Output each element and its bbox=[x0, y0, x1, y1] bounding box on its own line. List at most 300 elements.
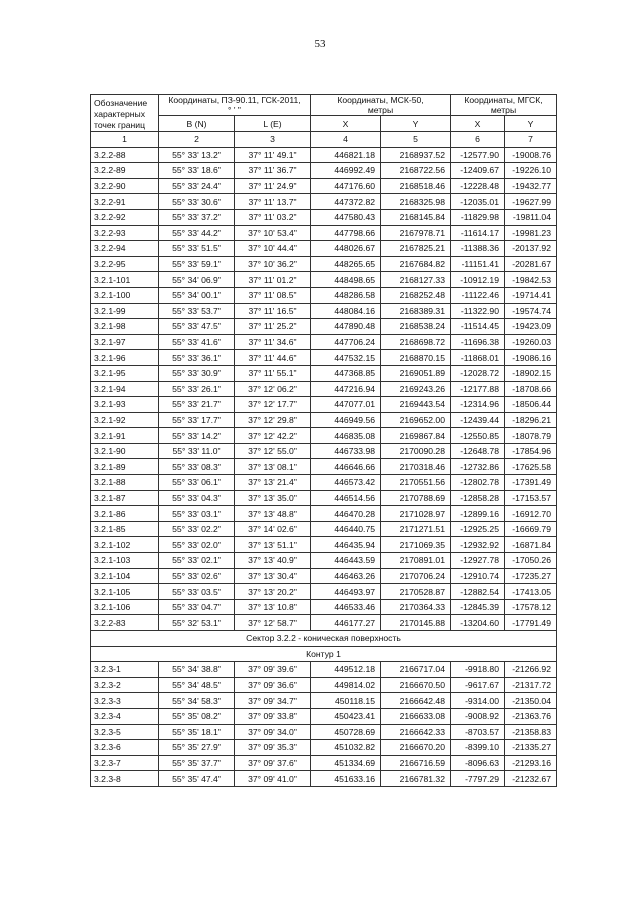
table-cell: 2170788.69 bbox=[381, 490, 451, 506]
column-number: 1 bbox=[91, 132, 159, 148]
table-cell: 55° 33' 06.1" bbox=[159, 475, 235, 491]
table-body-part1 bbox=[91, 147, 557, 630]
table-cell: 37° 12' 17.7" bbox=[235, 397, 311, 413]
table-cell: -17625.58 bbox=[505, 459, 557, 475]
table-cell: 2167684.82 bbox=[381, 256, 451, 272]
table-cell: 55° 33' 59.1" bbox=[159, 256, 235, 272]
table-cell: 37° 11' 49.1" bbox=[235, 147, 311, 163]
table-cell: 55° 33' 02.2" bbox=[159, 521, 235, 537]
table-cell: 3.2.1-95 bbox=[91, 365, 159, 381]
table-cell: 3.2.1-103 bbox=[91, 553, 159, 569]
table-cell: -11829.98 bbox=[451, 209, 505, 225]
table-cell: 450728.69 bbox=[311, 724, 381, 740]
table-cell: 447077.01 bbox=[311, 397, 381, 413]
header-coords-msk-units: метры bbox=[367, 105, 394, 115]
table-cell: -20281.67 bbox=[505, 256, 557, 272]
table-row bbox=[91, 397, 557, 413]
table-cell: -21317.72 bbox=[505, 677, 557, 693]
table-cell: 446463.26 bbox=[311, 568, 381, 584]
table-cell: 449814.02 bbox=[311, 677, 381, 693]
table-cell: -8096.63 bbox=[451, 755, 505, 771]
table-cell: 3.2.2-95 bbox=[91, 256, 159, 272]
table-cell: 55° 33' 24.4" bbox=[159, 178, 235, 194]
table-cell: -12927.78 bbox=[451, 553, 505, 569]
table-row bbox=[91, 475, 557, 491]
table-cell: 55° 33' 36.1" bbox=[159, 350, 235, 366]
table-row bbox=[91, 256, 557, 272]
table-cell: 2170706.24 bbox=[381, 568, 451, 584]
table-cell: 55° 33' 44.2" bbox=[159, 225, 235, 241]
table-cell: -17391.49 bbox=[505, 475, 557, 491]
table-cell: -21335.27 bbox=[505, 740, 557, 756]
table-cell: -17235.27 bbox=[505, 568, 557, 584]
table-cell: 2168252.48 bbox=[381, 287, 451, 303]
header-coords-pz bbox=[159, 95, 311, 116]
table-cell: 3.2.2-92 bbox=[91, 209, 159, 225]
table-cell: 3.2.1-85 bbox=[91, 521, 159, 537]
table-cell: -17050.26 bbox=[505, 553, 557, 569]
table-cell: 37° 13' 51.1" bbox=[235, 537, 311, 553]
table-cell: -12177.88 bbox=[451, 381, 505, 397]
table-cell: 446646.66 bbox=[311, 459, 381, 475]
table-cell: 446835.08 bbox=[311, 428, 381, 444]
table-cell: 2170318.46 bbox=[381, 459, 451, 475]
table-cell: 55° 33' 21.7" bbox=[159, 397, 235, 413]
table-cell: -12899.16 bbox=[451, 506, 505, 522]
header-coords-mgsk-units: метры bbox=[490, 105, 517, 115]
table-cell: 37° 14' 02.6" bbox=[235, 521, 311, 537]
table-cell: -11614.17 bbox=[451, 225, 505, 241]
table-cell: 2166781.32 bbox=[381, 771, 451, 787]
table-cell: 447372.82 bbox=[311, 194, 381, 210]
table-cell: -16669.79 bbox=[505, 521, 557, 537]
table-cell: 2169051.89 bbox=[381, 365, 451, 381]
table-cell: -7797.29 bbox=[451, 771, 505, 787]
table-cell: 447532.15 bbox=[311, 350, 381, 366]
column-number: 3 bbox=[235, 132, 311, 148]
table-cell: 37° 13' 30.4" bbox=[235, 568, 311, 584]
header-b: B (N) bbox=[159, 116, 235, 132]
table-cell: -18078.79 bbox=[505, 428, 557, 444]
header-coords-mgsk-title: Координаты, МГСК, bbox=[464, 95, 543, 105]
table-cell: 2166642.48 bbox=[381, 693, 451, 709]
table-cell: 3.2.1-106 bbox=[91, 599, 159, 615]
table-cell: 55° 33' 17.7" bbox=[159, 412, 235, 428]
table-cell: 451032.82 bbox=[311, 740, 381, 756]
table-cell: 2168937.52 bbox=[381, 147, 451, 163]
table-cell: 3.2.3-6 bbox=[91, 740, 159, 756]
table-cell: -12732.86 bbox=[451, 459, 505, 475]
table-row bbox=[91, 708, 557, 724]
table-row bbox=[91, 412, 557, 428]
table-cell: 55° 34' 58.3" bbox=[159, 693, 235, 709]
table-cell: 448498.65 bbox=[311, 272, 381, 288]
table-cell: -12028.72 bbox=[451, 365, 505, 381]
table-cell: -11122.46 bbox=[451, 287, 505, 303]
table-cell: 2167978.71 bbox=[381, 225, 451, 241]
table-cell: 37° 12' 55.0" bbox=[235, 443, 311, 459]
table-cell: 446177.27 bbox=[311, 615, 381, 631]
table-cell: -11151.41 bbox=[451, 256, 505, 272]
table-cell: 55° 34' 38.8" bbox=[159, 662, 235, 678]
table-row bbox=[91, 443, 557, 459]
table-cell: 37° 13' 21.4" bbox=[235, 475, 311, 491]
table-cell: -11696.38 bbox=[451, 334, 505, 350]
table-cell: 3.2.1-87 bbox=[91, 490, 159, 506]
table-cell: 37° 13' 10.8" bbox=[235, 599, 311, 615]
table-row bbox=[91, 521, 557, 537]
table-cell: 37° 10' 36.2" bbox=[235, 256, 311, 272]
table-header bbox=[91, 95, 557, 148]
table-cell: 448026.67 bbox=[311, 241, 381, 257]
table-row bbox=[91, 428, 557, 444]
table-cell: 448084.16 bbox=[311, 303, 381, 319]
table-cell: 37° 12' 29.8" bbox=[235, 412, 311, 428]
table-row bbox=[91, 693, 557, 709]
table-row bbox=[91, 568, 557, 584]
table-cell: -18902.15 bbox=[505, 365, 557, 381]
table-cell: 37° 13' 35.0" bbox=[235, 490, 311, 506]
table-cell: -20137.92 bbox=[505, 241, 557, 257]
table-cell: 37° 11' 03.2" bbox=[235, 209, 311, 225]
column-number: 2 bbox=[159, 132, 235, 148]
table-cell: 37° 11' 13.7" bbox=[235, 194, 311, 210]
table-cell: 55° 33' 08.3" bbox=[159, 459, 235, 475]
section-title: Сектор 3.2.2 - коническая поверхность bbox=[91, 631, 557, 647]
table-row bbox=[91, 365, 557, 381]
table-cell: 2168325.98 bbox=[381, 194, 451, 210]
table-cell: 3.2.2-83 bbox=[91, 615, 159, 631]
table-cell: 37° 11' 24.9" bbox=[235, 178, 311, 194]
table-cell: 2169652.00 bbox=[381, 412, 451, 428]
table-cell: 55° 33' 30.9" bbox=[159, 365, 235, 381]
table-cell: -12882.54 bbox=[451, 584, 505, 600]
table-row bbox=[91, 178, 557, 194]
table-cell: 446573.42 bbox=[311, 475, 381, 491]
table-cell: 55° 33' 02.1" bbox=[159, 553, 235, 569]
table-cell: -12577.90 bbox=[451, 147, 505, 163]
contour-row bbox=[91, 646, 557, 662]
table-cell: 3.2.1-92 bbox=[91, 412, 159, 428]
table-cell: 3.2.1-97 bbox=[91, 334, 159, 350]
table-cell: 37° 13' 48.8" bbox=[235, 506, 311, 522]
table-row bbox=[91, 584, 557, 600]
table-cell: 55° 33' 04.7" bbox=[159, 599, 235, 615]
table-cell: 37° 12' 06.2" bbox=[235, 381, 311, 397]
table-cell: 446949.56 bbox=[311, 412, 381, 428]
table-cell: 451334.69 bbox=[311, 755, 381, 771]
table-cell: 2170891.01 bbox=[381, 553, 451, 569]
table-cell: -18296.21 bbox=[505, 412, 557, 428]
table-row bbox=[91, 319, 557, 335]
table-cell: 3.2.1-100 bbox=[91, 287, 159, 303]
table-cell: -12550.85 bbox=[451, 428, 505, 444]
table-cell: -9617.67 bbox=[451, 677, 505, 693]
table-cell: -16871.84 bbox=[505, 537, 557, 553]
table-cell: 3.2.3-5 bbox=[91, 724, 159, 740]
table-cell: -11388.36 bbox=[451, 241, 505, 257]
table-cell: 55° 35' 47.4" bbox=[159, 771, 235, 787]
table-cell: 55° 33' 03.5" bbox=[159, 584, 235, 600]
column-numbers-row bbox=[91, 132, 557, 148]
table-row bbox=[91, 459, 557, 475]
table-cell: 37° 09' 34.7" bbox=[235, 693, 311, 709]
table-cell: 37° 10' 44.4" bbox=[235, 241, 311, 257]
table-cell: 3.2.3-8 bbox=[91, 771, 159, 787]
table-cell: 3.2.1-94 bbox=[91, 381, 159, 397]
table-cell: -11514.45 bbox=[451, 319, 505, 335]
table-cell: 55° 35' 08.2" bbox=[159, 708, 235, 724]
table-cell: 3.2.2-89 bbox=[91, 163, 159, 179]
table-cell: -10912.19 bbox=[451, 272, 505, 288]
table-cell: 450118.15 bbox=[311, 693, 381, 709]
table-cell: -16912.70 bbox=[505, 506, 557, 522]
table-cell: 37° 09' 35.3" bbox=[235, 740, 311, 756]
table-cell: -12925.25 bbox=[451, 521, 505, 537]
table-cell: -21350.04 bbox=[505, 693, 557, 709]
table-row bbox=[91, 287, 557, 303]
contour-title: Контур 1 bbox=[91, 646, 557, 662]
table-row bbox=[91, 771, 557, 787]
table-cell: -19008.76 bbox=[505, 147, 557, 163]
table-cell: 37° 11' 34.6" bbox=[235, 334, 311, 350]
table-cell: 37° 12' 58.7" bbox=[235, 615, 311, 631]
table-cell: 3.2.3-2 bbox=[91, 677, 159, 693]
table-cell: 2166670.50 bbox=[381, 677, 451, 693]
coordinates-table bbox=[90, 94, 557, 787]
table-cell: 2171069.35 bbox=[381, 537, 451, 553]
table-cell: -8703.57 bbox=[451, 724, 505, 740]
table-cell: 55° 33' 03.1" bbox=[159, 506, 235, 522]
page-number: 53 bbox=[314, 38, 326, 50]
table-cell: -13204.60 bbox=[451, 615, 505, 631]
table-cell: 2168145.84 bbox=[381, 209, 451, 225]
table-cell: -19627.99 bbox=[505, 194, 557, 210]
table-cell: 55° 33' 26.1" bbox=[159, 381, 235, 397]
table-cell: 37° 09' 37.6" bbox=[235, 755, 311, 771]
table-cell: 3.2.1-101 bbox=[91, 272, 159, 288]
table-cell: 55° 33' 02.6" bbox=[159, 568, 235, 584]
table-cell: 2168389.31 bbox=[381, 303, 451, 319]
table-row bbox=[91, 662, 557, 678]
table-cell: -21358.83 bbox=[505, 724, 557, 740]
header-x-mgsk: X bbox=[451, 116, 505, 132]
column-number: 6 bbox=[451, 132, 505, 148]
table-cell: -12035.01 bbox=[451, 194, 505, 210]
header-coords-pz-units: ° ' " bbox=[228, 105, 241, 115]
table-cell: 55° 35' 37.7" bbox=[159, 755, 235, 771]
table-cell: 3.2.1-89 bbox=[91, 459, 159, 475]
table-cell: 2166716.59 bbox=[381, 755, 451, 771]
table-cell: 37° 09' 34.0" bbox=[235, 724, 311, 740]
table-cell: 37° 11' 25.2" bbox=[235, 319, 311, 335]
table-cell: -9008.92 bbox=[451, 708, 505, 724]
table-cell: -12802.78 bbox=[451, 475, 505, 491]
table-cell: 3.2.3-3 bbox=[91, 693, 159, 709]
table-cell: 447368.85 bbox=[311, 365, 381, 381]
table-cell: 2170145.88 bbox=[381, 615, 451, 631]
table-cell: 55° 33' 41.6" bbox=[159, 334, 235, 350]
table-cell: 2166633.08 bbox=[381, 708, 451, 724]
table-cell: 446470.28 bbox=[311, 506, 381, 522]
table-row bbox=[91, 381, 557, 397]
table-cell: -17413.05 bbox=[505, 584, 557, 600]
table-cell: -12910.74 bbox=[451, 568, 505, 584]
table-row bbox=[91, 615, 557, 631]
table-cell: 448265.65 bbox=[311, 256, 381, 272]
table-cell: 446440.75 bbox=[311, 521, 381, 537]
table-cell: 450423.41 bbox=[311, 708, 381, 724]
table-cell: 2168870.15 bbox=[381, 350, 451, 366]
table-cell: 2168127.33 bbox=[381, 272, 451, 288]
table-cell: -21232.67 bbox=[505, 771, 557, 787]
table-cell: 3.2.1-105 bbox=[91, 584, 159, 600]
header-coords-pz-title: Координаты, ПЗ-90.11, ГСК-2011, bbox=[168, 95, 301, 105]
table-cell: 55° 34' 48.5" bbox=[159, 677, 235, 693]
table-cell: 446514.56 bbox=[311, 490, 381, 506]
table-cell: 3.2.1-93 bbox=[91, 397, 159, 413]
table-cell: 55° 33' 53.7" bbox=[159, 303, 235, 319]
table-cell: 55° 35' 18.1" bbox=[159, 724, 235, 740]
table-cell: 37° 10' 53.4" bbox=[235, 225, 311, 241]
table-cell: 2168698.72 bbox=[381, 334, 451, 350]
table-cell: 55° 32' 53.1" bbox=[159, 615, 235, 631]
column-number: 5 bbox=[381, 132, 451, 148]
table-cell: 55° 33' 47.5" bbox=[159, 319, 235, 335]
table-cell: 447706.24 bbox=[311, 334, 381, 350]
table-cell: -12439.44 bbox=[451, 412, 505, 428]
table-row bbox=[91, 225, 557, 241]
table-cell: 2169443.54 bbox=[381, 397, 451, 413]
table-row bbox=[91, 490, 557, 506]
table-row bbox=[91, 163, 557, 179]
table-row bbox=[91, 194, 557, 210]
table-cell: -17854.96 bbox=[505, 443, 557, 459]
table-cell: -19086.16 bbox=[505, 350, 557, 366]
table-cell: 37° 09' 41.0" bbox=[235, 771, 311, 787]
header-x-msk: X bbox=[311, 116, 381, 132]
table-cell: 3.2.1-86 bbox=[91, 506, 159, 522]
table-cell: 446435.94 bbox=[311, 537, 381, 553]
table-row bbox=[91, 724, 557, 740]
table-cell: 2168722.56 bbox=[381, 163, 451, 179]
table-row bbox=[91, 241, 557, 257]
table-cell: 2170551.56 bbox=[381, 475, 451, 491]
table-row bbox=[91, 599, 557, 615]
column-number: 7 bbox=[505, 132, 557, 148]
table-cell: 446493.97 bbox=[311, 584, 381, 600]
table-cell: 2166670.20 bbox=[381, 740, 451, 756]
table-cell: -12858.28 bbox=[451, 490, 505, 506]
table-cell: -19981.23 bbox=[505, 225, 557, 241]
table-cell: 2168518.46 bbox=[381, 178, 451, 194]
table-cell: 37° 11' 08.5" bbox=[235, 287, 311, 303]
table-cell: 3.2.2-93 bbox=[91, 225, 159, 241]
table-cell: -9918.80 bbox=[451, 662, 505, 678]
table-cell: 446443.59 bbox=[311, 553, 381, 569]
table-cell: 447216.94 bbox=[311, 381, 381, 397]
table-cell: 2170364.33 bbox=[381, 599, 451, 615]
table-cell: -12314.96 bbox=[451, 397, 505, 413]
table-cell: 37° 11' 16.5" bbox=[235, 303, 311, 319]
table-cell: 55° 33' 13.2" bbox=[159, 147, 235, 163]
table-row bbox=[91, 740, 557, 756]
table-cell: 55° 34' 00.1" bbox=[159, 287, 235, 303]
table-cell: 3.2.1-88 bbox=[91, 475, 159, 491]
table-cell: 2171028.97 bbox=[381, 506, 451, 522]
table-cell: -12228.48 bbox=[451, 178, 505, 194]
table-row bbox=[91, 272, 557, 288]
table-cell: 37° 09' 39.6" bbox=[235, 662, 311, 678]
table-cell: -11868.01 bbox=[451, 350, 505, 366]
table-cell: 2170528.87 bbox=[381, 584, 451, 600]
table-cell: 2166642.33 bbox=[381, 724, 451, 740]
table-cell: 37° 11' 36.7" bbox=[235, 163, 311, 179]
table-cell: 446733.98 bbox=[311, 443, 381, 459]
table-cell: 2169243.26 bbox=[381, 381, 451, 397]
table-row bbox=[91, 537, 557, 553]
table-cell: -19574.74 bbox=[505, 303, 557, 319]
header-coords-mgsk bbox=[451, 95, 557, 116]
header-coords-msk bbox=[311, 95, 451, 116]
table-cell: -12932.92 bbox=[451, 537, 505, 553]
table-cell: 55° 33' 14.2" bbox=[159, 428, 235, 444]
table-row bbox=[91, 755, 557, 771]
table-cell: -21363.76 bbox=[505, 708, 557, 724]
table-row bbox=[91, 553, 557, 569]
table-cell: 3.2.3-7 bbox=[91, 755, 159, 771]
header-l: L (E) bbox=[235, 116, 311, 132]
table-cell: 55° 33' 51.5" bbox=[159, 241, 235, 257]
table-cell: 3.2.1-102 bbox=[91, 537, 159, 553]
table-cell: 3.2.1-96 bbox=[91, 350, 159, 366]
table-cell: 37° 09' 36.6" bbox=[235, 677, 311, 693]
table-cell: 37° 12' 42.2" bbox=[235, 428, 311, 444]
table-cell: 37° 13' 20.2" bbox=[235, 584, 311, 600]
table-cell: -12648.78 bbox=[451, 443, 505, 459]
table-cell: 55° 34' 06.9" bbox=[159, 272, 235, 288]
table-cell: 2167825.21 bbox=[381, 241, 451, 257]
table-cell: 3.2.1-90 bbox=[91, 443, 159, 459]
table-cell: 448286.58 bbox=[311, 287, 381, 303]
table-cell: 446533.46 bbox=[311, 599, 381, 615]
table-cell: -11322.90 bbox=[451, 303, 505, 319]
table-cell: 37° 11' 44.6" bbox=[235, 350, 311, 366]
table-cell: -19260.03 bbox=[505, 334, 557, 350]
table-cell: -17578.12 bbox=[505, 599, 557, 615]
table-cell: 37° 11' 01.2" bbox=[235, 272, 311, 288]
table-cell: -19842.53 bbox=[505, 272, 557, 288]
table-cell: 37° 13' 08.1" bbox=[235, 459, 311, 475]
table-cell: 447580.43 bbox=[311, 209, 381, 225]
table-cell: 37° 13' 40.9" bbox=[235, 553, 311, 569]
table-cell: -17791.49 bbox=[505, 615, 557, 631]
table-cell: -21266.92 bbox=[505, 662, 557, 678]
table-cell: 55° 33' 02.0" bbox=[159, 537, 235, 553]
table-cell: 2166717.04 bbox=[381, 662, 451, 678]
table-row bbox=[91, 209, 557, 225]
table-cell: 446992.49 bbox=[311, 163, 381, 179]
table-row bbox=[91, 677, 557, 693]
table-cell: 447890.48 bbox=[311, 319, 381, 335]
table-cell: -17153.57 bbox=[505, 490, 557, 506]
table-cell: 446821.18 bbox=[311, 147, 381, 163]
table-cell: 37° 11' 55.1" bbox=[235, 365, 311, 381]
column-number: 4 bbox=[311, 132, 381, 148]
table-row bbox=[91, 147, 557, 163]
header-point-designation: Обозначение характерных точек границ bbox=[91, 95, 159, 132]
table-cell: 55° 33' 30.6" bbox=[159, 194, 235, 210]
